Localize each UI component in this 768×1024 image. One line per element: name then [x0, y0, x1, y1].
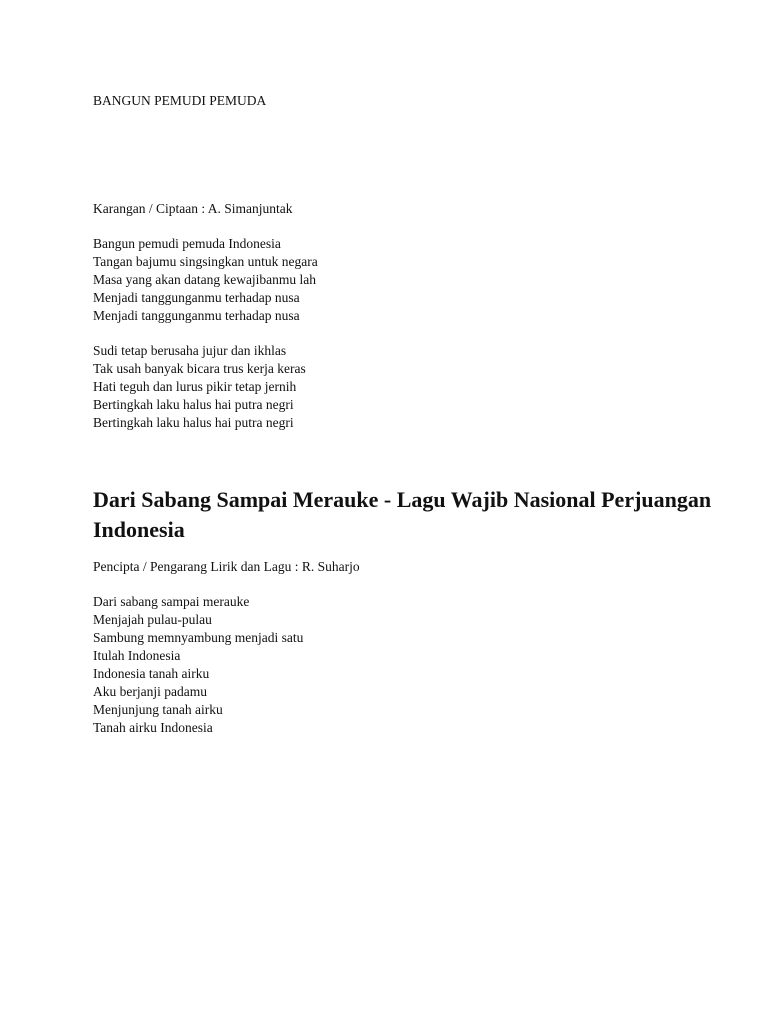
lyric-line: Sudi tetap berusaha jujur dan ikhlas — [93, 343, 287, 358]
lyric-line: Masa yang akan datang kewajibanmu lah — [93, 272, 317, 287]
song-verse-2 — [93, 342, 306, 432]
lyric-line: Menjajah pulau-pulau — [93, 612, 212, 627]
song-verse-1 — [93, 593, 303, 737]
lyric-line: Tanah airku Indonesia — [93, 720, 213, 735]
song-author-credit: Pencipta / Pengarang Lirik dan Lagu : R. Suharjo — [93, 559, 360, 574]
lyric-line: Bangun pemudi pemuda Indonesia — [93, 236, 281, 251]
lyric-line: Tak usah banyak bicara trus kerja keras — [93, 361, 306, 376]
song-title-bangun-pemudi-pemuda: BANGUN PEMUDI PEMUDA — [93, 93, 267, 108]
lyric-line: Dari sabang sampai merauke — [93, 594, 250, 609]
lyric-line: Menjadi tanggunganmu terhadap nusa — [93, 290, 300, 305]
lyric-line: Indonesia tanah airku — [93, 666, 210, 681]
lyric-line: Menjunjung tanah airku — [93, 702, 223, 717]
lyric-line: Tangan bajumu singsingkan untuk negara — [93, 254, 318, 269]
song-author-credit: Karangan / Ciptaan : A. Simanjuntak — [93, 201, 293, 216]
song-verse-1 — [93, 235, 318, 325]
lyric-line: Hati teguh dan lurus pikir tetap jernih — [93, 379, 297, 394]
lyric-line: Itulah Indonesia — [93, 648, 181, 663]
lyric-line: Aku berjanji padamu — [93, 684, 207, 699]
song-title-dari-sabang-sampai-merauke: Dari Sabang Sampai Merauke - Lagu Wajib Nasional Perjuangan Indonesia — [93, 487, 712, 542]
lyric-line: Sambung memnyambung menjadi satu — [93, 630, 304, 645]
lyric-line: Bertingkah laku halus hai putra negri — [93, 415, 294, 430]
lyric-line: Bertingkah laku halus hai putra negri — [93, 397, 294, 412]
lyric-line: Menjadi tanggunganmu terhadap nusa — [93, 308, 300, 323]
